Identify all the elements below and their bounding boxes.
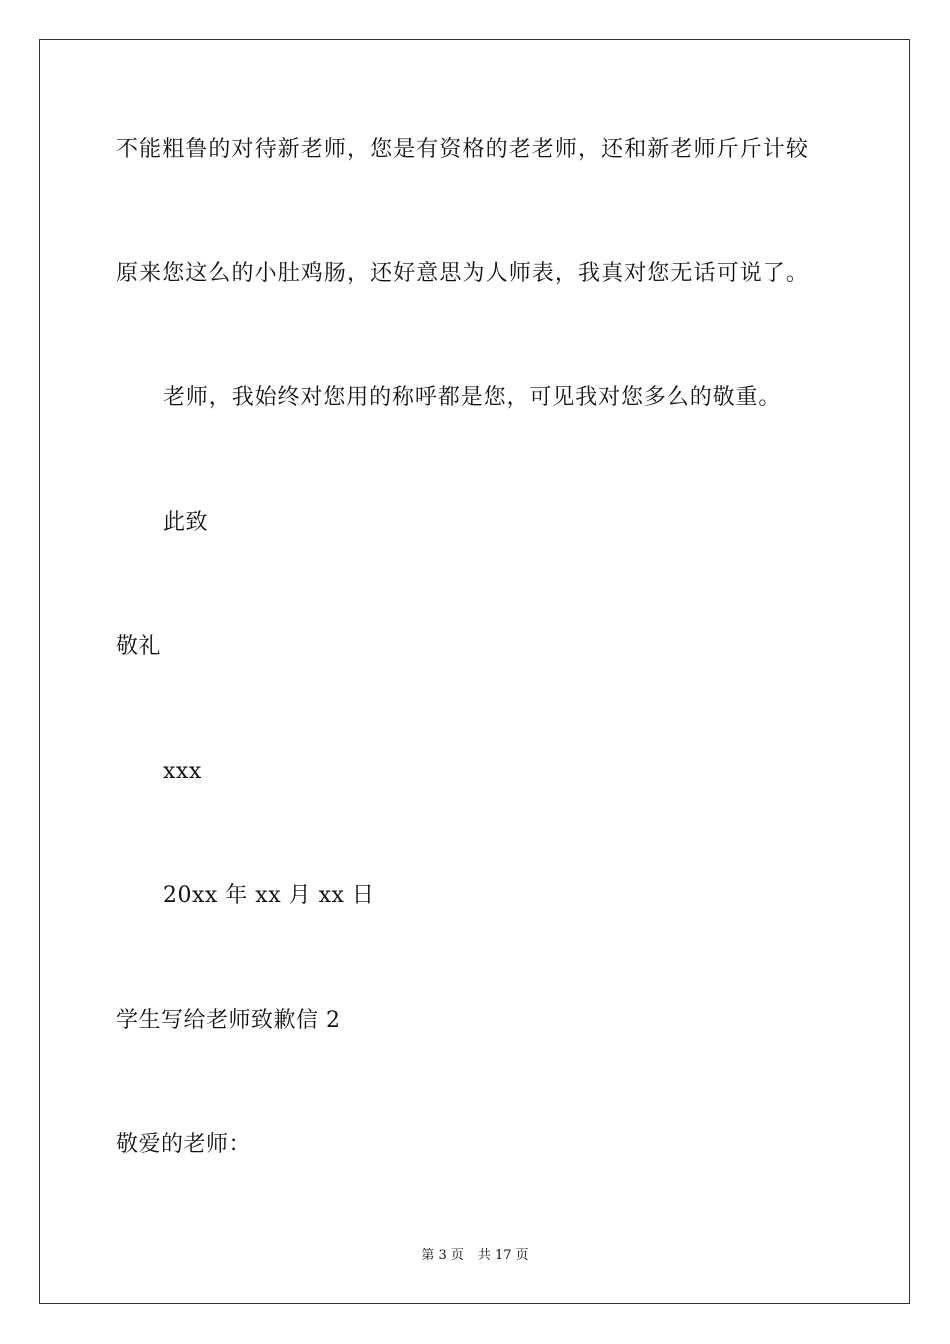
page-number-current: 第 3 页 (421, 1248, 464, 1263)
letter-greeting: 敬爱的老师： (116, 1132, 252, 1157)
body-paragraph: 老师，我始终对您用的称呼都是您，可见我对您多么的敬重。 (163, 385, 782, 410)
page-border (39, 39, 910, 1304)
page-footer (0, 1248, 950, 1264)
signature-name: xxx (163, 759, 202, 784)
closing-salutation: 此致 (163, 510, 209, 535)
closing-regards: 敬礼 (116, 634, 162, 659)
signature-date: 20xx 年 xx 月 xx 日 (163, 883, 375, 908)
body-paragraph-line: 原来您这么的小肚鸡肠，还好意思为人师表，我真对您无话可说了。 (116, 261, 810, 286)
body-paragraph-line: 不能粗鲁的对待新老师，您是有资格的老老师，还和新老师斤斤计较 (116, 137, 810, 162)
page-number-total: 共 17 页 (477, 1248, 529, 1263)
section-title: 学生写给老师致歉信 2 (116, 1008, 341, 1033)
